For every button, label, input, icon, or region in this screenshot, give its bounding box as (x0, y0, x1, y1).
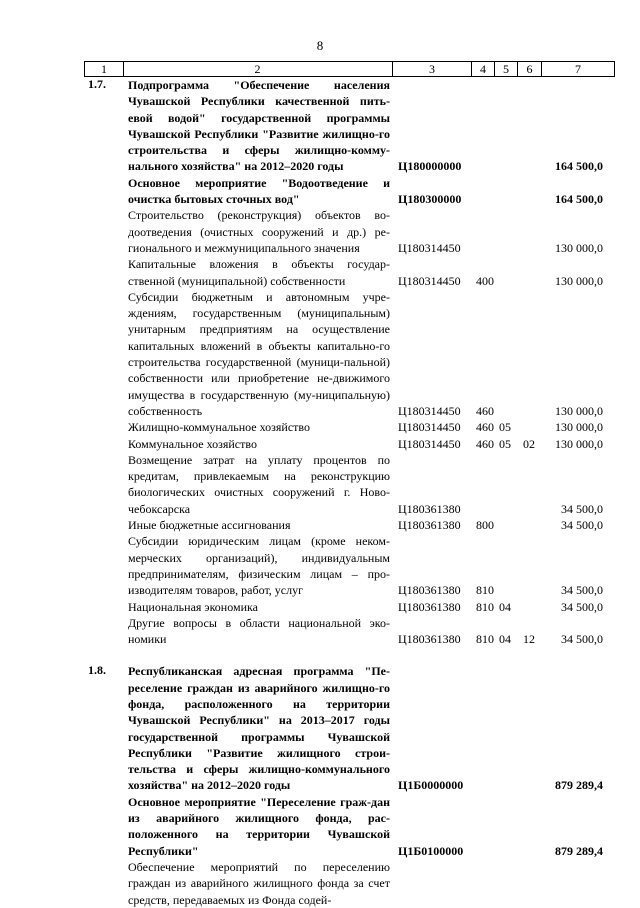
header-col-7: 7 (542, 62, 615, 76)
row-rz: 04 (499, 632, 511, 647)
row-rz: 05 (499, 420, 511, 435)
table-row (0, 517, 640, 533)
row-code: Ц180300000 (398, 192, 462, 207)
row-description: Республиканская адресная программа "Пе-реселение граждан из аварийного жилищно-го фонда, расположенного на территории Чувашской Республики" на 2013–2017 годы государственной программы Чувашской Республики "Развитие жилищного строи-тельства и сферы жилищно-коммунального хозяйства" на 2012–2020 годы (128, 664, 390, 793)
row-vr: 810 (476, 632, 494, 647)
row-sum: 34 500,0 (561, 632, 603, 647)
row-rz: 04 (499, 599, 511, 614)
row-description: Национальная экономика (128, 599, 258, 614)
row-description: Обеспечение мероприятий по переселению граждан из аварийного жилищного фонда за счет средств, передаваемых из Фонда содей- (128, 859, 390, 907)
row-code: Ц180314450 (398, 403, 461, 418)
page-number: 8 (316, 38, 324, 53)
row-sum: 34 500,0 (561, 599, 603, 614)
row-sum: 34 500,0 (561, 518, 603, 533)
header-col-6: 6 (518, 62, 542, 76)
table-row (0, 663, 640, 793)
row-sum: 130 000,0 (555, 403, 603, 418)
row-code: Ц180361380 (398, 632, 461, 647)
header-col-3: 3 (393, 62, 472, 76)
row-description: Другие вопросы в области национальной эко-номики (128, 615, 390, 647)
row-description: Основное мероприятие "Переселение граж-дан из аварийного жилищного фонда, рас-положенного на территории Чувашской Республики" (128, 794, 390, 858)
row-description: Иные бюджетные ассигнования (128, 518, 291, 533)
table-row (0, 794, 640, 859)
table-body (0, 77, 640, 908)
row-code: Ц180361380 (398, 518, 461, 533)
row-vr: 460 (476, 403, 494, 418)
row-sum: 130 000,0 (555, 436, 603, 451)
row-description: Возмещение затрат на уплату процентов по кредитам, привлекаемым на реконструкцию биологических очистных сооружений г. Ново-чебоксарска (128, 452, 390, 516)
row-description: Коммунальное хозяйство (128, 436, 257, 451)
row-code: Ц180314450 (398, 273, 461, 288)
row-number: 1.7. (88, 77, 106, 91)
header-col-4: 4 (472, 62, 495, 76)
row-vr: 400 (476, 273, 494, 288)
row-description: Субсидии юридическим лицам (кроме неком-мерческих организаций), индивидуальным предпринимателям, физическим лицам – про-изводителям товаров, работ, услуг (128, 534, 390, 598)
table-row (0, 175, 640, 208)
table-header (84, 61, 615, 77)
row-sum: 879 289,4 (555, 843, 603, 858)
row-rz: 05 (499, 436, 511, 451)
table-row (0, 859, 640, 908)
row-code: Ц180361380 (398, 501, 461, 516)
row-vr: 800 (476, 518, 494, 533)
row-description: Основное мероприятие "Водоотведение и очистка бытовых сточных вод" (128, 175, 390, 207)
row-sum: 130 000,0 (555, 273, 603, 288)
row-code: Ц180314450 (398, 240, 461, 255)
header-col-2: 2 (123, 62, 393, 76)
row-sum: 34 500,0 (561, 583, 603, 598)
row-pr: 02 (523, 436, 535, 451)
row-description: Капитальные вложения в объекты государ-ственной (муниципальной) собственности (128, 257, 390, 288)
row-number: 1.8. (88, 663, 106, 678)
row-sum: 34 500,0 (561, 501, 603, 516)
table-row (0, 452, 640, 517)
row-description: Субсидии бюджетным и автономным учре-ждениям, государственным (муниципальным) унитарным предприятиям на осуществление капитальных вложений в объекты капитально-го строительства государственной (муници-пальной) собственности или приобретение не-движимого имущества в государственную (му-ниципальную) собственность (128, 289, 390, 418)
row-description: Строительство (реконструкция) объектов во-доотведения (очистных сооружений и др.) ре-гионального и межмуниципального значения (128, 208, 390, 255)
row-description: Подпрограмма "Обеспечение населения Чувашской Республики качественной пить-евой водой" государственной программы Чувашской Республики "Развитие жилищно-го строительства и сферы жилищно-комму-нального хозяйства" на 2012–2020 годы (128, 78, 390, 174)
row-sum: 130 000,0 (555, 420, 603, 435)
row-code: Ц180361380 (398, 583, 461, 598)
row-vr: 460 (476, 420, 494, 435)
header-col-1: 1 (84, 62, 124, 76)
table-row (0, 289, 640, 419)
row-sum: 164 500,0 (555, 192, 603, 207)
table-row (0, 436, 640, 452)
row-sum: 164 500,0 (555, 159, 603, 174)
row-vr: 810 (476, 583, 494, 598)
table-row (0, 419, 640, 435)
row-code: Ц180000000 (398, 159, 462, 174)
row-pr: 12 (523, 632, 535, 647)
row-sum: 879 289,4 (555, 778, 603, 793)
row-description: Жилищно-коммунальное хозяйство (128, 420, 311, 435)
row-code: Ц180361380 (398, 599, 461, 614)
table-row (0, 207, 640, 256)
header-col-5: 5 (495, 62, 518, 76)
table-row (0, 77, 640, 175)
table-row (0, 615, 640, 648)
row-vr: 810 (476, 599, 494, 614)
row-code: Ц1Б0100000 (398, 843, 464, 858)
row-vr: 460 (476, 436, 494, 451)
table-row (0, 599, 640, 615)
row-code: Ц1Б0000000 (398, 778, 464, 793)
table-row (0, 256, 640, 289)
table-row (0, 533, 640, 598)
row-sum: 130 000,0 (555, 240, 603, 255)
row-code: Ц180314450 (398, 420, 461, 435)
row-code: Ц180314450 (398, 436, 461, 451)
